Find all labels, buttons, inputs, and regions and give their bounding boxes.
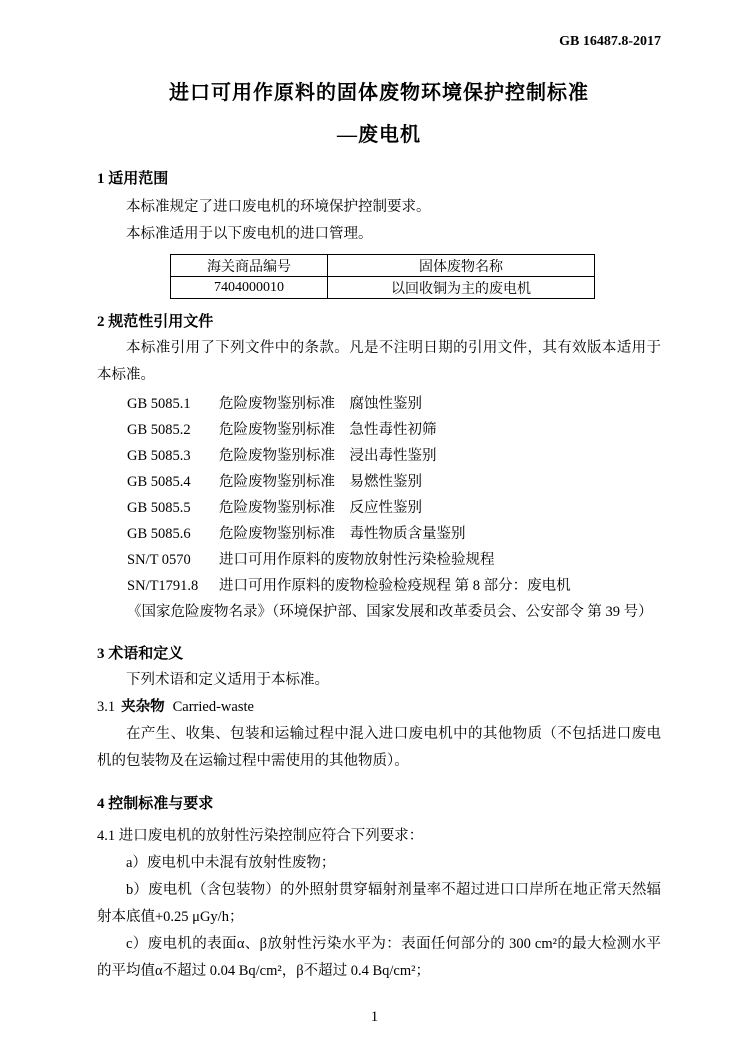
table-header-customs-code: 海关商品编号 — [171, 255, 328, 277]
clause-4-1-item-b: b）废电机（含包装物）的外照射贯穿辐射剂量率不超过进口口岸所在地正常天然辐射本底值+0.25 μGy/h； — [97, 882, 661, 925]
term-definition-text: 在产生、收集、包装和运输过程中混入进口废电机中的其他物质（不包括进口废电机的包装物及在运输过程中需使用的其他物质）。 — [97, 726, 661, 769]
reference-title: 危险废物鉴别标准 毒性物质含量鉴别 — [219, 526, 466, 542]
reference-title: 《国家危险废物名录》（环境保护部、国家发展和改革委员会、公安部令 第 39 号） — [127, 604, 653, 620]
reference-item — [127, 469, 661, 495]
clause-4-1: 4.1 进口废电机的放射性污染控制应符合下列要求： — [97, 828, 424, 844]
document-title: 进口可用作原料的固体废物环境保护控制标准 — [169, 82, 589, 104]
section-1-heading: 1 适用范围 — [97, 171, 169, 187]
reference-item — [127, 417, 661, 443]
clause-4-1-item-a: a）废电机中未混有放射性废物； — [126, 855, 336, 871]
table-row — [171, 277, 595, 299]
reference-code: GB 5085.1 — [127, 396, 191, 412]
section-1-paragraph-1: 本标准规定了进口废电机的环境保护控制要求。 — [126, 199, 431, 215]
reference-item — [127, 521, 661, 547]
reference-title: 危险废物鉴别标准 浸出毒性鉴别 — [219, 448, 437, 464]
table-header-row — [171, 255, 595, 277]
table-cell-waste-name: 以回收铜为主的废电机 — [328, 277, 595, 299]
page-number: 1 — [370, 1009, 379, 1025]
reference-code: GB 5085.4 — [127, 474, 191, 490]
term-name: 夹杂物 — [121, 699, 165, 715]
section-3-intro: 下列术语和定义适用于本标准。 — [126, 672, 329, 688]
reference-title: 进口可用作原料的废物放射性污染检验规程 — [219, 552, 495, 568]
section-4-heading: 4 控制标准与要求 — [97, 796, 214, 812]
reference-item — [127, 495, 661, 521]
reference-title: 进口可用作原料的废物检验检疫规程 第 8 部分：废电机 — [219, 578, 571, 594]
reference-item — [127, 599, 661, 625]
standard-code: GB 16487.8-2017 — [559, 34, 661, 49]
reference-title: 危险废物鉴别标准 易燃性鉴别 — [219, 474, 422, 490]
table-cell-customs-code: 7404000010 — [171, 277, 328, 299]
reference-item — [127, 547, 661, 573]
table-header-waste-name: 固体废物名称 — [328, 255, 595, 277]
reference-code: GB 5085.3 — [127, 448, 191, 464]
section-2-heading: 2 规范性引用文件 — [97, 314, 214, 330]
section-2-intro: 本标准引用了下列文件中的条款。凡是不注明日期的引用文件，其有效版本适用于本标准。 — [97, 340, 661, 383]
reference-item — [127, 391, 661, 417]
reference-code: GB 5085.6 — [127, 526, 191, 542]
reference-code: GB 5085.2 — [127, 422, 191, 438]
term-english-name: Carried-waste — [172, 699, 254, 715]
document-subtitle: —废电机 — [337, 124, 421, 146]
section-3-heading: 3 术语和定义 — [97, 646, 184, 662]
reference-item — [127, 443, 661, 469]
section-1-paragraph-2: 本标准适用于以下废电机的进口管理。 — [126, 226, 373, 242]
reference-code: SN/T 0570 — [127, 552, 191, 568]
reference-list — [97, 391, 661, 625]
reference-title: 危险废物鉴别标准 急性毒性初筛 — [219, 422, 437, 438]
clause-4-1-item-c: c）废电机的表面α、β放射性污染水平为：表面任何部分的 300 cm²的最大检测水平的平均值α不超过 0.04 Bq/cm²，β不超过 0.4 Bq/cm²； — [97, 936, 661, 979]
reference-code: GB 5085.5 — [127, 500, 191, 516]
reference-code: SN/T1791.8 — [127, 578, 199, 594]
term-definition-heading — [97, 694, 661, 721]
commodity-table — [170, 254, 595, 299]
reference-item — [127, 573, 661, 599]
term-number: 3.1 — [97, 699, 116, 715]
reference-title: 危险废物鉴别标准 反应性鉴别 — [219, 500, 422, 516]
reference-title: 危险废物鉴别标准 腐蚀性鉴别 — [219, 396, 422, 412]
